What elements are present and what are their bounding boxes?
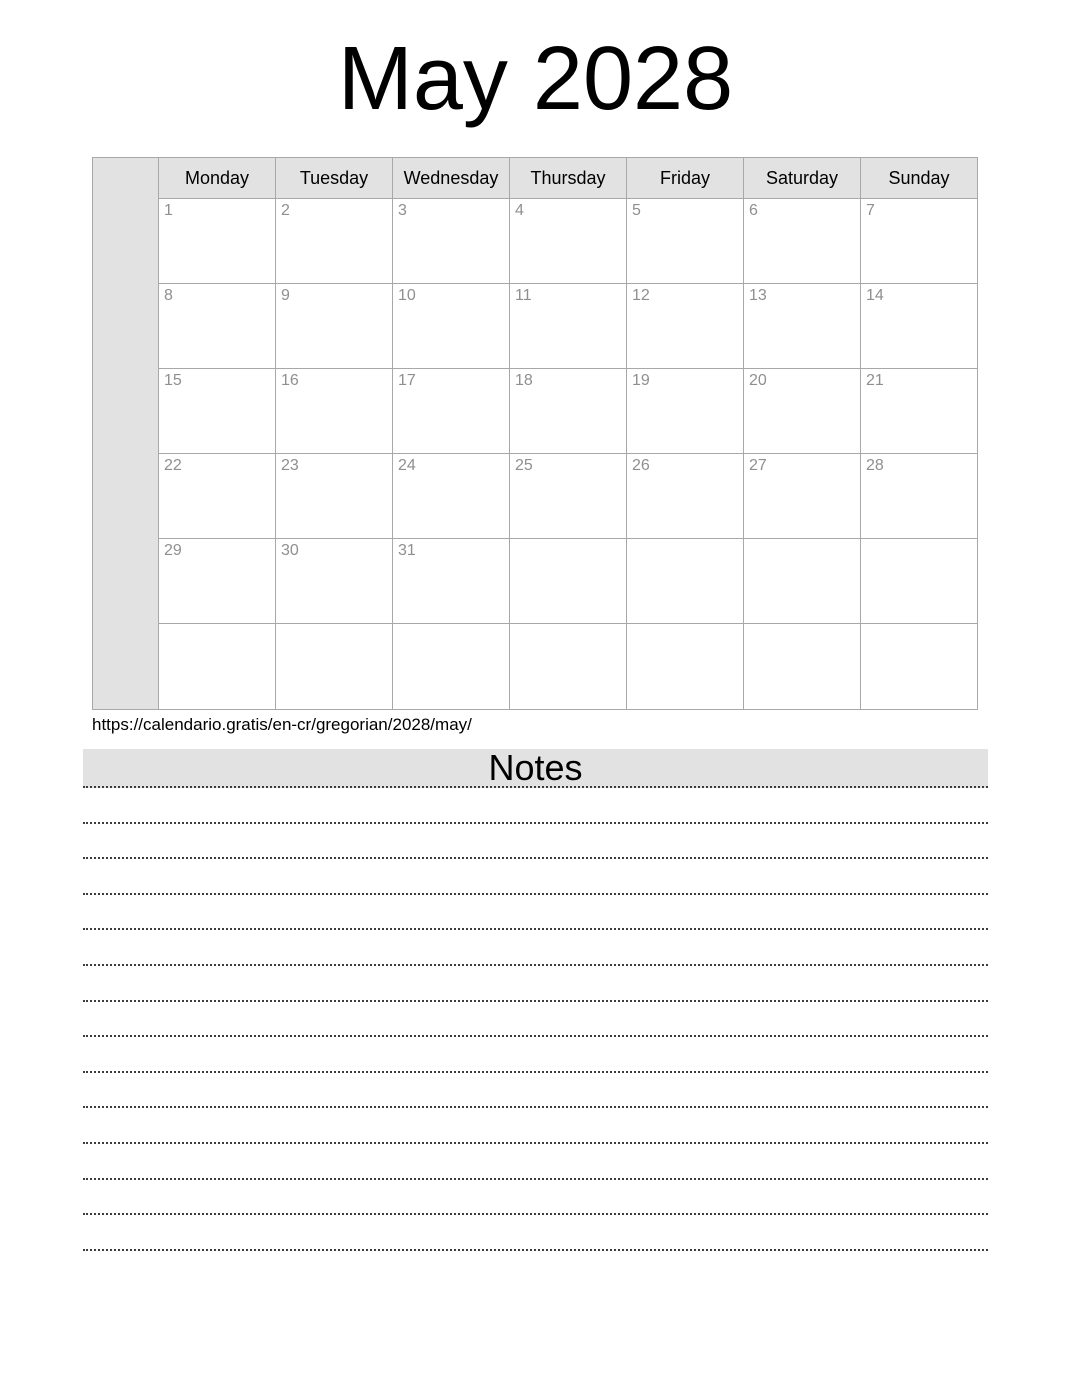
day-number: 30: [281, 542, 299, 559]
day-number: 20: [749, 372, 767, 389]
notes-line: [83, 1180, 988, 1216]
day-number: 18: [515, 372, 533, 389]
calendar-day-cell: [159, 284, 276, 369]
week-row: [93, 284, 978, 369]
notes-line: [83, 788, 988, 824]
day-header-tuesday: Tuesday: [276, 158, 393, 199]
day-number: 27: [749, 457, 767, 474]
day-number: 4: [515, 202, 524, 219]
calendar-day-cell: [627, 199, 744, 284]
day-number: [861, 634, 866, 637]
day-number: 8: [164, 287, 173, 304]
day-number: 31: [398, 542, 416, 559]
calendar-day-cell: [510, 199, 627, 284]
week-row: [93, 624, 978, 710]
day-number: [510, 634, 515, 637]
calendar-day-cell: [744, 624, 861, 710]
calendar-day-cell: [159, 539, 276, 624]
day-number: [861, 549, 866, 552]
week-gutter: [93, 158, 159, 710]
day-number: [159, 634, 164, 637]
day-number: 23: [281, 457, 299, 474]
calendar-day-cell: [861, 369, 978, 454]
day-number: 15: [164, 372, 182, 389]
calendar-day-cell: [510, 284, 627, 369]
day-number: [393, 634, 398, 637]
calendar-day-cell: [861, 284, 978, 369]
day-number: 9: [281, 287, 290, 304]
day-number: [627, 549, 632, 552]
calendar-day-cell: [393, 369, 510, 454]
page-title: May 2028: [337, 29, 734, 129]
day-number: 17: [398, 372, 416, 389]
week-row: [93, 539, 978, 624]
week-row: [93, 369, 978, 454]
day-header-friday: Friday: [627, 158, 744, 199]
day-number: 3: [398, 202, 407, 219]
notes-line: [83, 930, 988, 966]
day-number: 12: [632, 287, 650, 304]
day-number: 5: [632, 202, 641, 219]
day-number: 21: [866, 372, 884, 389]
calendar-day-cell: [744, 539, 861, 624]
day-number: 13: [749, 287, 767, 304]
calendar-day-cell: [159, 369, 276, 454]
day-number: 1: [164, 202, 173, 219]
calendar-day-cell: [393, 539, 510, 624]
day-number: 28: [866, 457, 884, 474]
day-number: 16: [281, 372, 299, 389]
calendar-day-cell: [393, 199, 510, 284]
calendar-day-cell: [276, 454, 393, 539]
day-number: 6: [749, 202, 758, 219]
calendar-table: [92, 157, 978, 710]
calendar-header-row: [93, 158, 978, 199]
calendar-day-cell: [744, 454, 861, 539]
calendar-day-cell: [861, 454, 978, 539]
calendar-day-cell: [159, 199, 276, 284]
notes-title: Notes: [488, 747, 583, 788]
day-number: 24: [398, 457, 416, 474]
notes-line: [83, 1073, 988, 1109]
notes-line: [83, 1144, 988, 1180]
calendar-day-cell: [393, 284, 510, 369]
calendar-day-cell: [159, 624, 276, 710]
notes-line: [83, 1215, 988, 1251]
day-number: 7: [866, 202, 875, 219]
week-row: [93, 199, 978, 284]
calendar-day-cell: [276, 369, 393, 454]
calendar-day-cell: [627, 454, 744, 539]
calendar-day-cell: [627, 539, 744, 624]
notes-line: [83, 895, 988, 931]
day-header-monday: Monday: [159, 158, 276, 199]
day-number: [744, 549, 749, 552]
day-header-wednesday: Wednesday: [393, 158, 510, 199]
notes-header: [83, 749, 988, 788]
calendar-day-cell: [159, 454, 276, 539]
day-number: 22: [164, 457, 182, 474]
calendar-day-cell: [744, 199, 861, 284]
calendar-day-cell: [510, 369, 627, 454]
day-number: 19: [632, 372, 650, 389]
calendar-day-cell: [276, 284, 393, 369]
notes-line: [83, 859, 988, 895]
day-header-sunday: Sunday: [861, 158, 978, 199]
calendar-day-cell: [393, 624, 510, 710]
calendar-day-cell: [276, 199, 393, 284]
day-number: [276, 634, 281, 637]
day-number: [510, 549, 515, 552]
calendar-day-cell: [627, 369, 744, 454]
source-url: https://calendario.gratis/en-cr/gregorian/2028/may/: [92, 715, 472, 734]
calendar-day-cell: [627, 624, 744, 710]
day-number: 29: [164, 542, 182, 559]
day-number: [627, 634, 632, 637]
calendar-day-cell: [276, 624, 393, 710]
calendar-day-cell: [861, 199, 978, 284]
calendar-day-cell: [861, 539, 978, 624]
day-number: [744, 634, 749, 637]
notes-line: [83, 824, 988, 860]
day-number: 11: [515, 287, 532, 304]
calendar-day-cell: [510, 539, 627, 624]
day-number: 10: [398, 287, 416, 304]
calendar-day-cell: [393, 454, 510, 539]
week-row: [93, 454, 978, 539]
calendar-day-cell: [276, 539, 393, 624]
notes-line: [83, 1037, 988, 1073]
notes-line: [83, 1002, 988, 1038]
notes-line: [83, 1108, 988, 1144]
calendar-day-cell: [627, 284, 744, 369]
day-number: 25: [515, 457, 533, 474]
day-number: 2: [281, 202, 290, 219]
calendar-day-cell: [510, 624, 627, 710]
calendar-day-cell: [861, 624, 978, 710]
notes-line: [83, 966, 988, 1002]
notes-lines: [83, 788, 988, 1251]
day-number: 14: [866, 287, 884, 304]
day-header-saturday: Saturday: [744, 158, 861, 199]
calendar-day-cell: [744, 369, 861, 454]
calendar-day-cell: [744, 284, 861, 369]
day-number: 26: [632, 457, 650, 474]
calendar-day-cell: [510, 454, 627, 539]
day-header-thursday: Thursday: [510, 158, 627, 199]
notes-section: [83, 749, 988, 1251]
